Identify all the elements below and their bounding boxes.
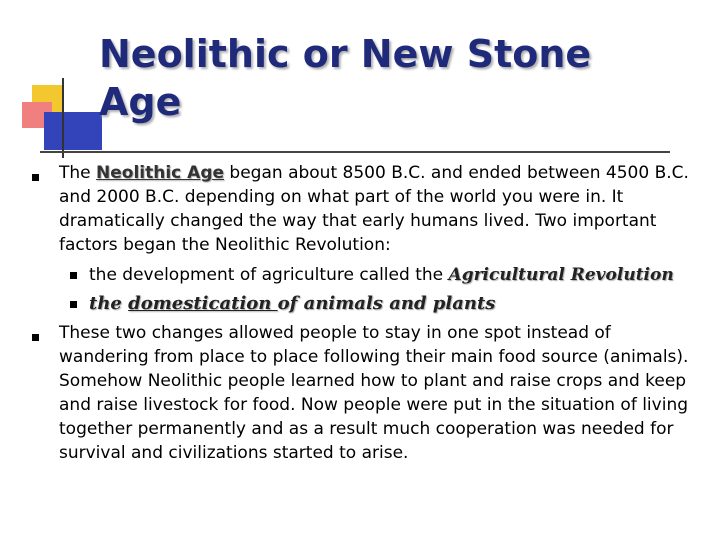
sub-bullet-2-text-start: the [89, 293, 129, 314]
decor-blue-square [44, 112, 102, 150]
sub-bullet-text-2 [89, 291, 719, 317]
bullet-marker [32, 174, 39, 181]
bullet-text-2: These two changes allowed people to stay in one spot instead of wandering from place to place following their main food source (animals). Somehow Neolithic people learned how to plant and raise crops and keep and raise livestock for food. Now people were put in the situation of living together permanently and as a result much cooperation was needed for survival and civilizations started to arise. [59, 323, 689, 463]
bullet-marker [32, 334, 39, 341]
agricultural-revolution-term: Agricultural Revolution [448, 265, 674, 285]
bullet-1-text-rest: began about 8500 B.C. and ended between 4500 B.C. and 2000 B.C. depending on what part of the world you were in. It dramatically changed the way that early humans lived. Two important factors began the Neolithic Revolution: [59, 163, 689, 255]
decor-vertical-line [62, 78, 64, 158]
sub-bullet-text-1 [89, 262, 719, 288]
slide-title: Neolithic or New Stone Age [99, 32, 592, 124]
sub-bullet-marker [70, 272, 77, 279]
neolithic-age-term: Neolithic Age [96, 163, 225, 183]
bullet-text-1 [59, 161, 699, 257]
domestication-term: domestication [128, 293, 278, 314]
sub-bullet-1-text: the development of agriculture called the [89, 265, 449, 285]
sub-bullet-2-text-rest: of animals and plants [277, 293, 496, 314]
bullet-1-text-start: The [59, 163, 97, 183]
sub-bullet-marker [70, 301, 77, 308]
title-divider-line [40, 151, 670, 153]
